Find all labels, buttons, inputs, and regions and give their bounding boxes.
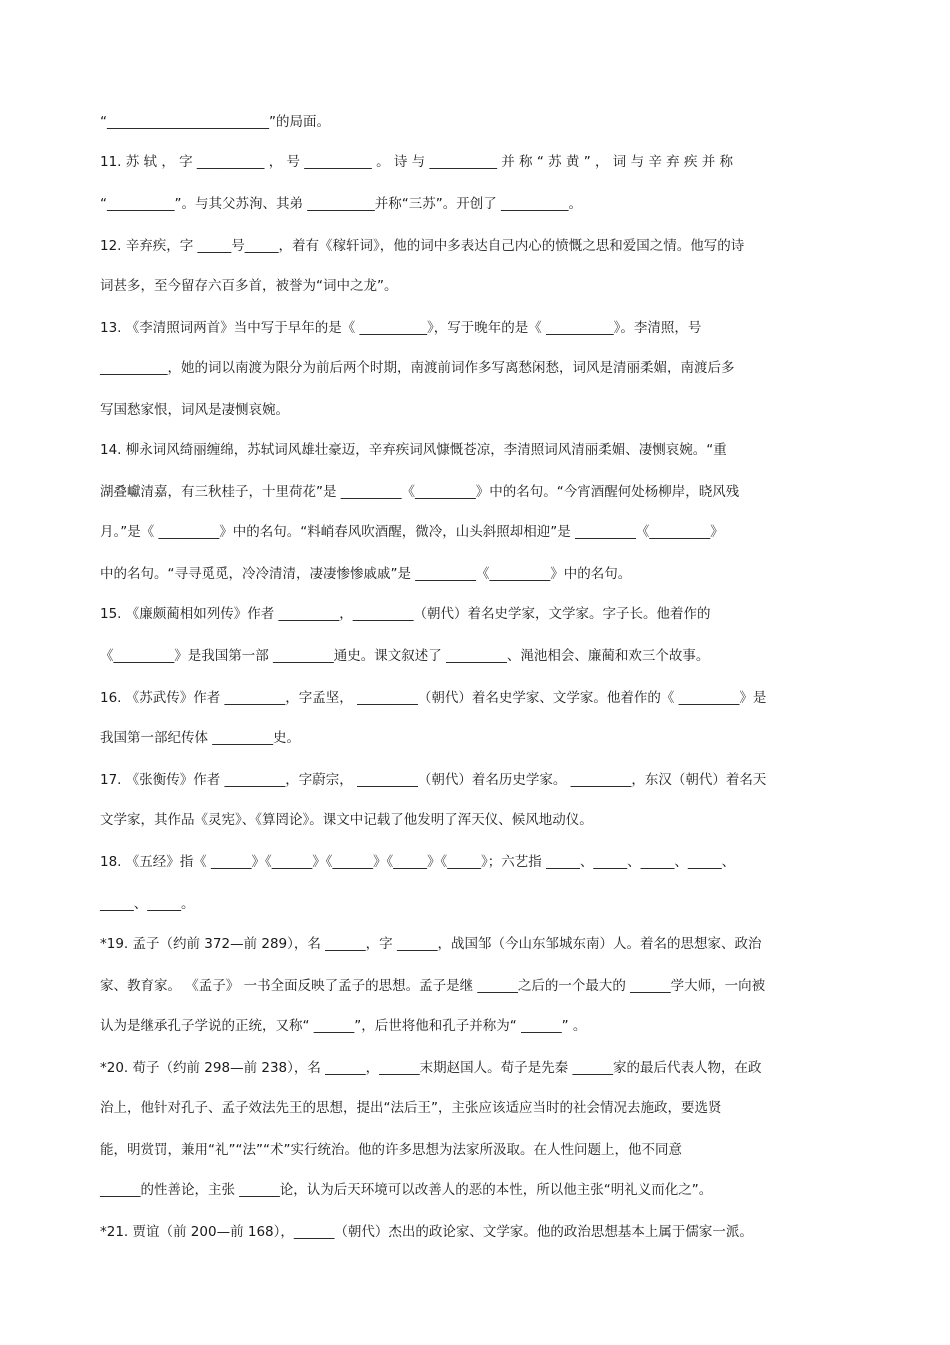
text-line: 湖叠巘清嘉，有三秋桂子，十里荷花”是 _________《_________》中的名句。“今宵酒醒何处杨柳岸，晓风残 xyxy=(100,484,740,500)
text-line: 12. 辛弃疾，字 _____号_____，着有《稼轩词》，他的词中多表达自己内心的愤慨之思和爱国之情。他写的诗 xyxy=(100,238,745,254)
text-line: _____、_____。 xyxy=(100,896,195,912)
text-line: *20. 荀子（约前 298—前 238），名 ______，______末期赵国人。荀子是先秦 ______家的最后代表人物，在政 xyxy=(100,1060,762,1076)
text-line: 月。”是《 _________》中的名句。“料峭春风吹酒醒，微冷，山头斜照却相迎”是 _________《_________》 xyxy=(100,524,724,540)
text-line: *21. 贾谊（前 200—前 168），______（朝代）杰出的政论家、文学家。他的政治思想基本上属于儒家一派。 xyxy=(100,1224,753,1240)
text-line: 中的名句。“寻寻觅觅，冷冷清清，凄凄惨惨戚戚”是 _________《_________》中的名句。 xyxy=(100,566,632,582)
text-line: 词甚多，至今留存六百多首，被誉为“词中之龙”。 xyxy=(100,278,398,294)
text-line: 16. 《苏武传》作者 _________，字孟坚， _________（朝代）着名史学家、文学家。他着作的《 _________》是 xyxy=(100,690,767,706)
text-line: __________，她的词以南渡为限分为前后两个时期，南渡前词作多写离愁闲愁，词风是清丽柔媚，南渡后多 xyxy=(100,360,735,376)
text-line: 写国愁家恨，词风是凄恻哀婉。 xyxy=(100,402,289,418)
text-line: 《_________》是我国第一部 _________通史。课文叙述了 _________、渑池相会、廉蔺和欢三个故事。 xyxy=(100,648,710,664)
text-line: 14. 柳永词风绮丽缠绵，苏轼词风雄壮豪迈，辛弃疾词风慷慨苍凉，李清照词风清丽柔媚、凄恻哀婉。“重 xyxy=(100,442,727,458)
text-line: 18. 《五经》指《 ______》《______》《______》《_____》《_____》；六艺指 _____、_____、_____、_____、 xyxy=(100,854,736,870)
text-line: ______的性善论，主张 ______论，认为后天环境可以改善人的恶的本性，所以他主张“明礼义而化之”。 xyxy=(100,1182,713,1198)
text-line: 13. 《李清照词两首》当中写于早年的是《 __________》，写于晚年的是《 __________》。李清照，号 xyxy=(100,320,702,336)
text-line: 能，明赏罚，兼用“礼”“法”“术”实行统治。他的许多思想为法家所汲取。在人性问题上，他不同意 xyxy=(100,1142,682,1158)
text-line: 17. 《张衡传》作者 _________，字蔚宗， _________（朝代）着名历史学家。 _________，东汉（朝代）着名天 xyxy=(100,772,767,788)
text-line: “__________”。与其父苏洵、其弟 __________并称“三苏”。开创了 __________。 xyxy=(100,196,583,212)
text-line: 我国第一部纪传体 _________史。 xyxy=(100,730,301,746)
text-line: 家、教育家。 《孟子》 一书全面反映了孟子的思想。孟子是继 ______之后的一个最大的 ______学大师，一向被 xyxy=(100,978,766,994)
text-line: *19. 孟子（约前 372—前 289），名 ______，字 ______，战国邹（今山东邹城东南）人。着名的思想家、政治 xyxy=(100,936,762,952)
text-line: “________________________”的局面。 xyxy=(100,114,330,130)
text-line: 治上，他针对孔子、孟子效法先王的思想，提出“法后王”，主张应该适应当时的社会情况去施政，要选贤 xyxy=(100,1100,722,1116)
text-line: 认为是继承孔子学说的正统，又称“ ______”，后世将他和孔子并称为“ ______” 。 xyxy=(100,1018,587,1034)
text-line: 15. 《廉颇蔺相如列传》作者 _________，_________（朝代）着名史学家，文学家。字子长。他着作的 xyxy=(100,606,711,622)
text-line: 11. 苏 轼 ， 字 __________ ， 号 __________ 。 诗 与 __________ 并 称 “ 苏 黄 ” ， 词 与 辛 弃 疾 并 称 xyxy=(100,154,734,170)
text-line: 文学家，其作品《灵宪》、《算罔论》。课文中记载了他发明了浑天仪、候风地动仪。 xyxy=(100,812,593,828)
